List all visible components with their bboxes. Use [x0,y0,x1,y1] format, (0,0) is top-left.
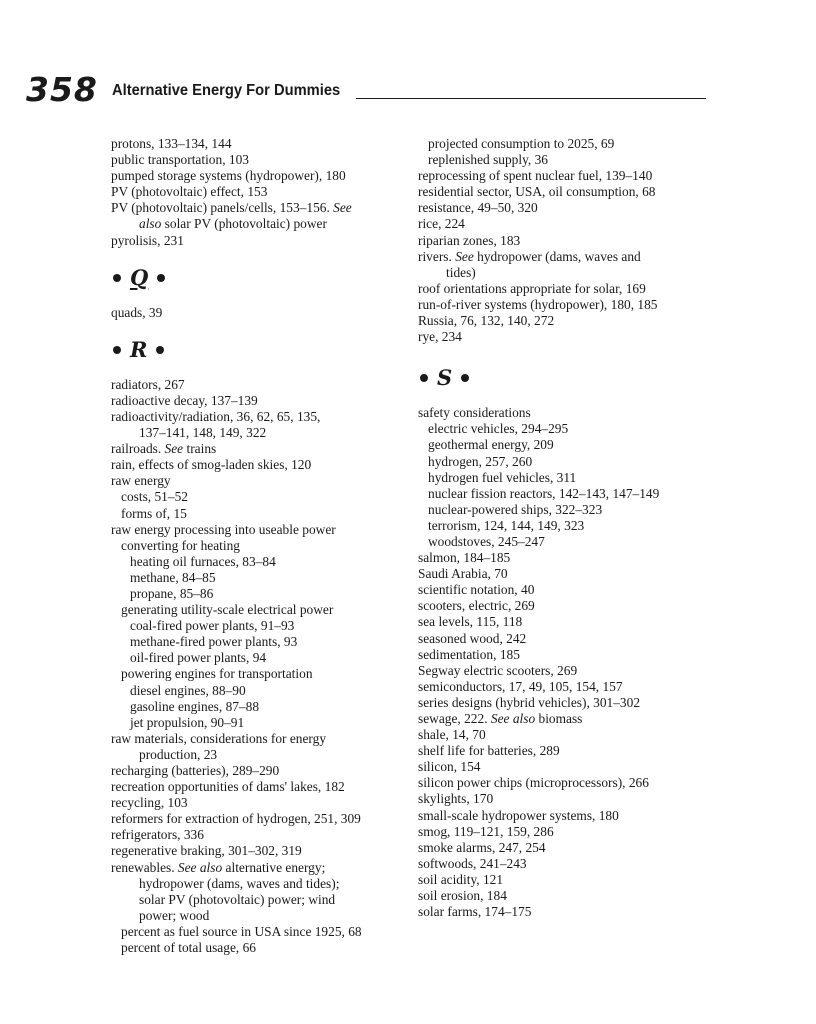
index-subentry: percent as fuel source in USA since 1925, 68 [121,923,362,939]
index-column-left [111,136,406,956]
index-entry: protons, 133–134, 144 [111,136,232,151]
section-letter: S [437,365,453,391]
page-number: 358 [26,70,98,109]
index-entry: safety considerations [418,405,531,421]
index-entry: pyrolisis, 231 [111,232,184,248]
index-subentry: projected consumption to 2025, 69 [428,136,615,151]
index-entry: recreation opportunities of dams' lakes, 182 [111,779,345,795]
index-entry: shale, 14, 70 [418,727,486,743]
index-entry-continuation: 137–141, 148, 149, 322 [139,425,267,441]
index-entry: renewables. See also alternative energy; [111,859,326,875]
bullet-dot-icon [157,274,165,282]
index-entry: Segway electric scooters, 269 [418,662,578,678]
index-subentry: nuclear fission reactors, 142–143, 147–149 [428,485,660,501]
index-entry: semiconductors, 17, 49, 105, 154, 157 [418,678,623,694]
index-entry: roof orientations appropriate for solar, 169 [418,280,646,296]
index-entry: softwoods, 241–243 [418,855,527,871]
index-subsubentry: methane, 84–85 [130,569,216,585]
index-entry: scientific notation, 40 [418,582,535,598]
index-entry: rivers. See hydropower (dams, waves and [418,248,641,264]
index-entry: soil acidity, 121 [418,871,504,887]
index-subentry: costs, 51–52 [121,489,188,505]
book-title: Alternative Energy For Dummies [112,82,341,99]
index-entry-continuation: tides) [446,264,476,280]
section-heading-r [111,333,406,367]
index-entry-continuation: power; wood [139,907,210,923]
index-entry: shelf life for batteries, 289 [418,743,560,759]
index-entry: soil erosion, 184 [418,888,507,904]
index-subentry: percent of total usage, 66 [121,940,256,956]
index-entry: silicon power chips (microprocessors), 266 [418,775,649,791]
index-subentry: replenished supply, 36 [428,152,548,168]
index-subentry: hydrogen, 257, 260 [428,453,533,469]
index-entry: series designs (hybrid vehicles), 301–302 [418,694,641,710]
index-entry: raw energy [111,473,171,489]
index-entry: pumped storage systems (hydropower), 180 [111,168,346,184]
index-entry: radioactive decay, 137–139 [111,392,258,408]
index-subsubentry: gasoline engines, 87–88 [130,698,260,714]
index-entry: recharging (batteries), 289–290 [111,763,280,778]
index-entry: smog, 119–121, 159, 286 [418,823,554,839]
bullet-dot-icon [156,346,164,354]
index-entry: solar farms, 174–175 [418,904,532,920]
index-entry: reformers for extraction of hydrogen, 251, 309 [111,811,361,827]
index-entry: small-scale hydropower systems, 180 [418,807,619,823]
index-entry: sea levels, 115, 118 [418,614,523,630]
index-entry: scooters, electric, 269 [418,598,535,614]
index-entry: salmon, 184–185 [418,550,511,566]
index-entry: sewage, 222. See also biomass [418,711,583,726]
index-entry: reprocessing of spent nuclear fuel, 139–140 [418,168,653,184]
index-entry: recycling, 103 [111,795,188,811]
index-subentry: forms of, 15 [121,505,187,521]
index-subsubentry: diesel engines, 88–90 [130,682,246,698]
index-subsubentry: jet propulsion, 90–91 [130,714,245,730]
index-entry: radiators, 267 [111,376,185,392]
index-entry: quads, 39 [111,304,163,320]
index-entry: regenerative braking, 301–302, 319 [111,843,302,859]
index-entry: residential sector, USA, oil consumption, 68 [418,184,656,200]
index-subentry: nuclear-powered ships, 322–323 [428,501,603,517]
index-entry: rice, 224 [418,216,465,232]
index-entry: resistance, 49–50, 320 [418,200,538,216]
index-subentry: electric vehicles, 294–295 [428,421,569,437]
index-entry: PV (photovoltaic) panels/cells, 153–156. See [111,200,352,216]
index-entry: rain, effects of smog-laden skies, 120 [111,457,312,473]
index-subentry: terrorism, 124, 144, 149, 323 [428,517,585,533]
index-entry: railroads. See trains [111,441,217,457]
index-entry: raw energy processing into useable power [111,521,336,537]
index-entry-continuation: solar PV (photovoltaic) power; wind [139,891,336,907]
index-entry: raw materials, considerations for energy [111,730,327,746]
index-entry: Russia, 76, 132, 140, 272 [418,313,555,329]
bullet-dot-icon [113,274,121,282]
index-column-right [418,136,713,920]
index-entry: smoke alarms, 247, 254 [418,839,546,855]
index-subsubentry: propane, 85–86 [130,585,214,601]
bullet-dot-icon [113,346,121,354]
header-rule [356,98,706,99]
index-entry: riparian zones, 183 [418,232,521,248]
index-subsubentry: oil-fired power plants, 94 [130,650,267,666]
section-heading-s [418,361,713,395]
bullet-dot-icon [420,374,428,382]
index-subsubentry: methane-fired power plants, 93 [130,634,298,650]
index-entry: sedimentation, 185 [418,646,520,662]
index-subentry: geothermal energy, 209 [428,437,554,453]
section-heading-q [111,261,406,295]
index-entry-continuation: also solar PV (photovoltaic) power [139,216,327,232]
index-entry: skylights, 170 [418,791,494,807]
index-entry-continuation: hydropower (dams, waves and tides); [139,875,340,891]
index-entry: public transportation, 103 [111,152,249,168]
index-subsubentry: coal-fired power plants, 91–93 [130,618,295,634]
index-subsubentry: heating oil furnaces, 83–84 [130,553,276,569]
index-entry: silicon, 154 [418,759,481,775]
index-subentry: converting for heating [121,537,240,553]
index-entry-continuation: production, 23 [139,746,218,762]
index-subentry: hydrogen fuel vehicles, 311 [428,469,577,485]
page-header [26,70,706,110]
index-entry: seasoned wood, 242 [418,630,527,646]
section-letter: Q [130,264,149,290]
section-letter: R [130,336,148,362]
index-entry: run-of-river systems (hydropower), 180, 185 [418,296,658,312]
index-subentry: powering engines for transportation [121,666,313,682]
index-entry: Saudi Arabia, 70 [418,566,508,582]
index-entry: radioactivity/radiation, 36, 62, 65, 135, [111,408,321,424]
bullet-dot-icon [461,374,469,382]
index-entry: rye, 234 [418,329,462,345]
index-entry: PV (photovoltaic) effect, 153 [111,184,268,200]
index-subentry: generating utility-scale electrical power [121,602,334,618]
index-entry: refrigerators, 336 [111,827,204,843]
index-subentry: woodstoves, 245–247 [428,533,545,549]
